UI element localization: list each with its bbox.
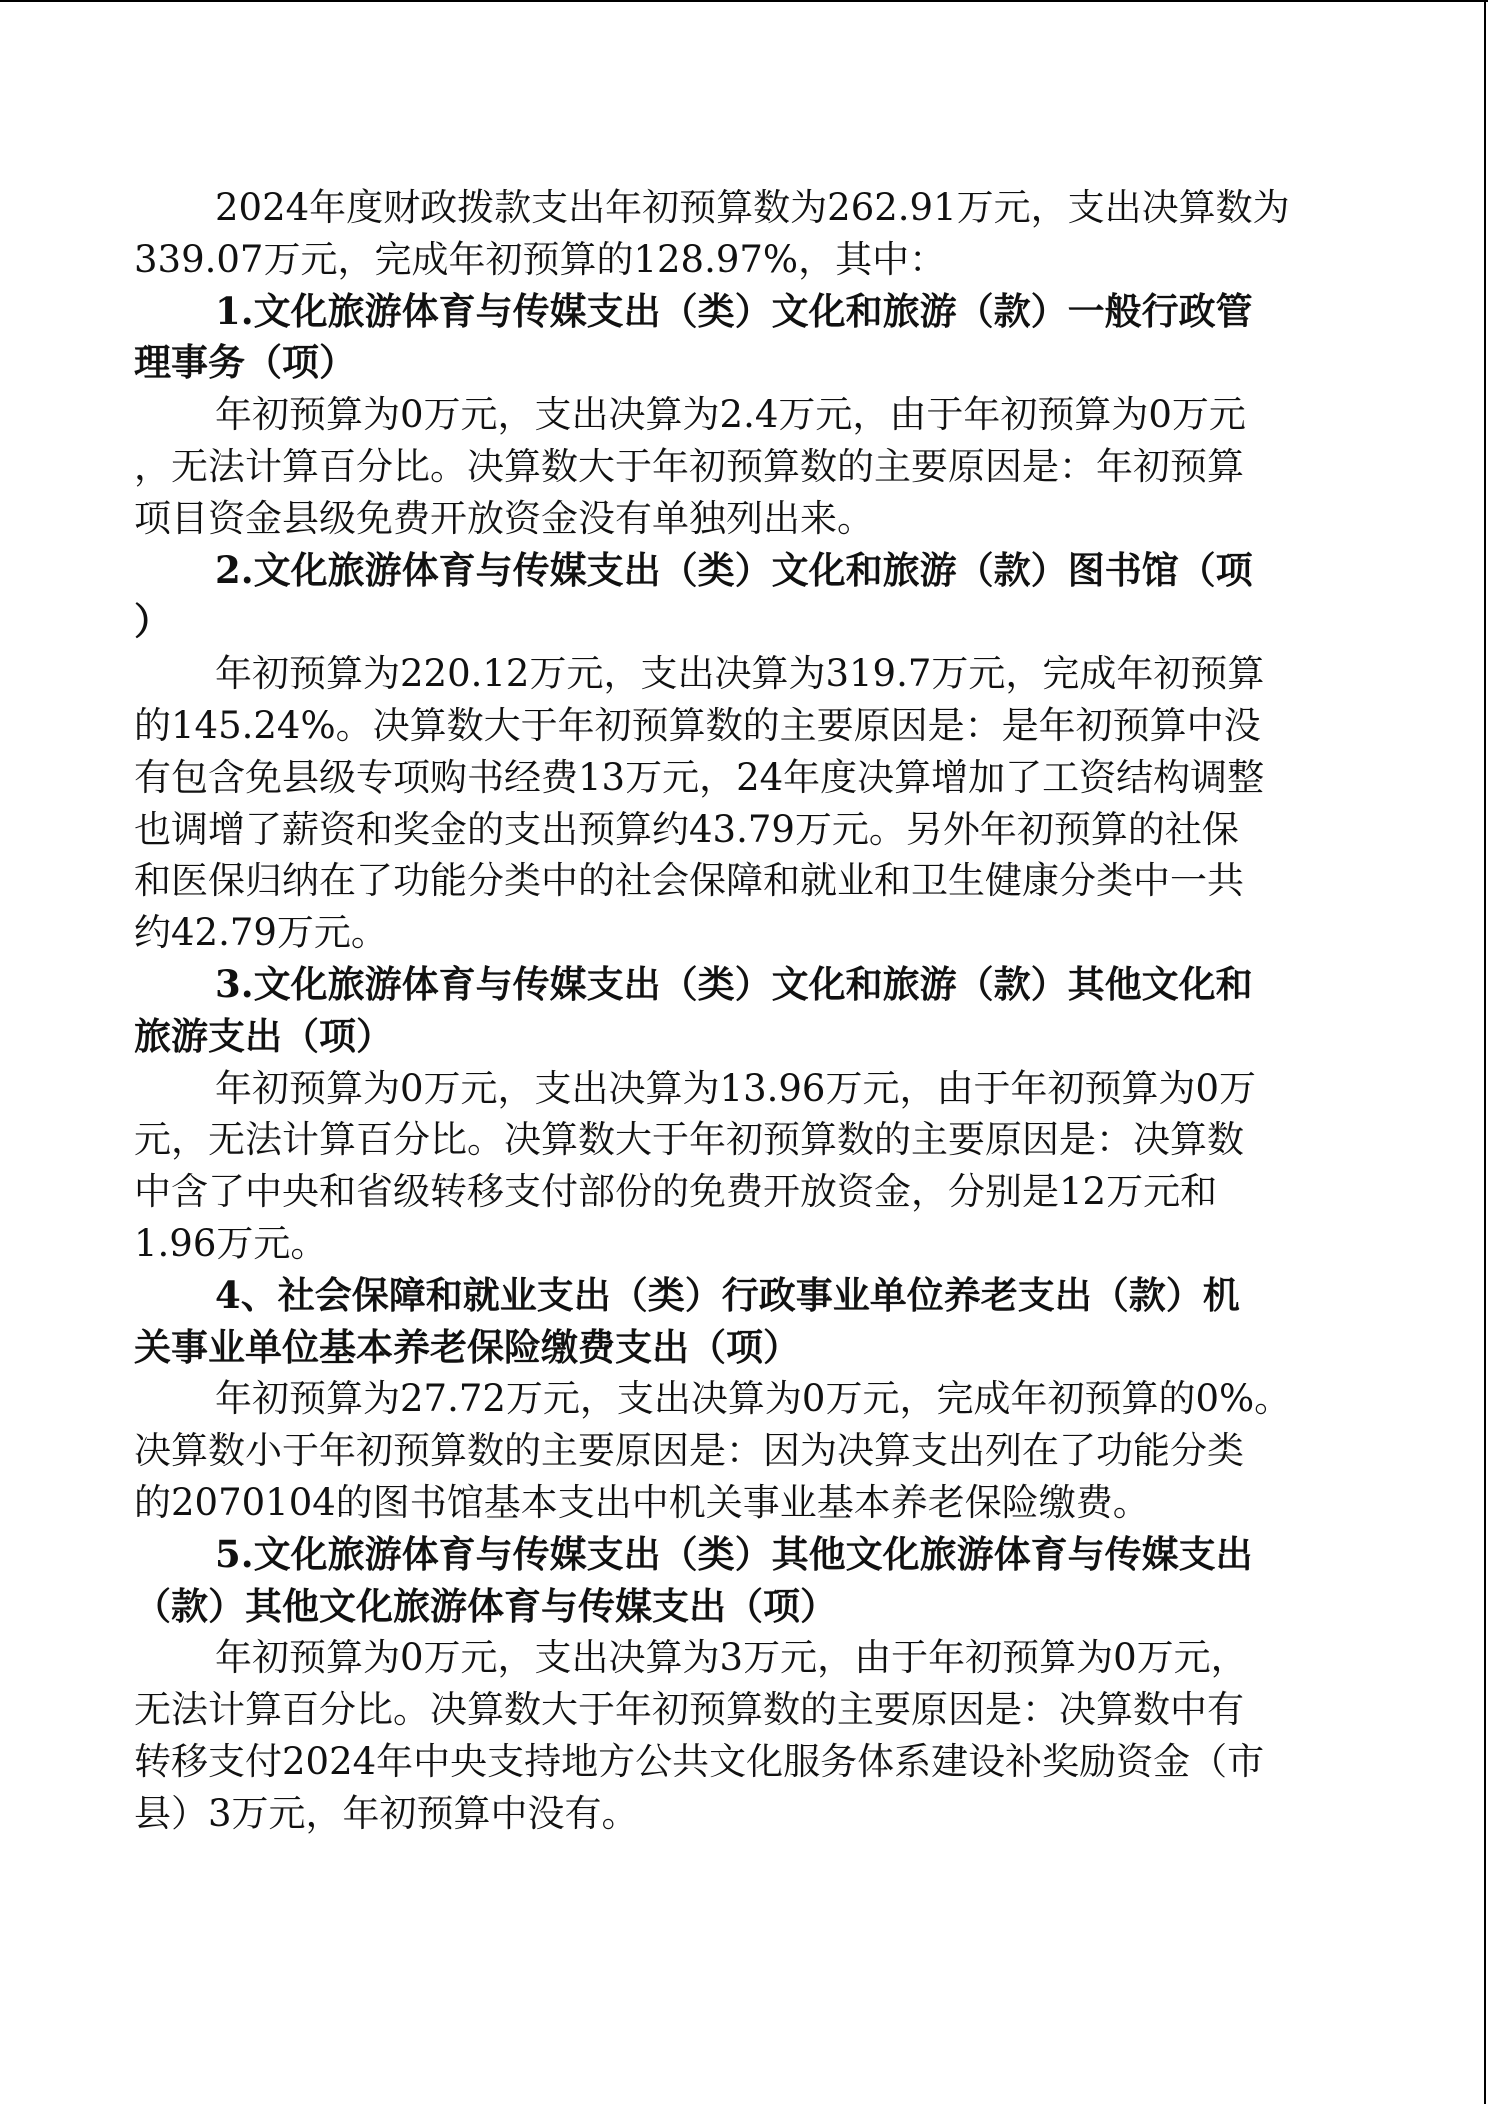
section-heading-line: 1.文化旅游体育与传媒支出（类）文化和旅游（款）一般行政管 (215, 288, 1253, 333)
section-body-line: 中含了中央和省级转移支付部份的免费开放资金，分别是12万元和 (134, 1170, 1218, 1214)
section-body-line: 无法计算百分比。决算数大于年初预算数的主要原因是：决算数中有 (134, 1688, 1244, 1732)
section-heading-line: 旅游支出（项） (134, 1013, 393, 1058)
section-body-line: 年初预算为0万元，支出决算为3万元，由于年初预算为0万元， (215, 1636, 1248, 1680)
section-body-line: 县）3万元，年初预算中没有。 (134, 1791, 639, 1835)
section-heading-line: 5.文化旅游体育与传媒支出（类）其他文化旅游体育与传媒支出 (215, 1531, 1253, 1576)
section-body-line: 有包含免县级专项购书经费13万元，24年度决算增加了工资结构调整 (134, 755, 1265, 799)
section-heading-line: 2.文化旅游体育与传媒支出（类）文化和旅游（款）图书馆（项 (215, 547, 1253, 592)
intro-line: 339.07万元，完成年初预算的128.97%，其中： (134, 237, 947, 281)
section-heading-line: ） (134, 599, 171, 644)
section-heading-line: 理事务（项） (134, 340, 356, 385)
section-heading-line: 关事业单位基本养老保险缴费支出（项） (134, 1324, 800, 1369)
section-body-line: 转移支付2024年中央支持地方公共文化服务体系建设补奖励资金（市 (134, 1739, 1265, 1783)
section-body-line: 元，无法计算百分比。决算数大于年初预算数的主要原因是：决算数 (134, 1118, 1244, 1162)
section-body-line: 决算数小于年初预算数的主要原因是：因为决算支出列在了功能分类 (134, 1429, 1244, 1473)
section-body-line: 1.96万元。 (134, 1221, 328, 1265)
section-body-line: 约42.79万元。 (134, 911, 388, 955)
page-border-right (1484, 0, 1486, 2104)
section-body-line: 年初预算为27.72万元，支出决算为0万元，完成年初预算的0%。 (215, 1377, 1292, 1421)
page-border-top (0, 0, 1488, 2)
section-heading-line: 3.文化旅游体育与传媒支出（类）文化和旅游（款）其他文化和 (215, 961, 1253, 1006)
section-body-line: 年初预算为0万元，支出决算为2.4万元，由于年初预算为0万元 (215, 393, 1246, 437)
section-body-line: ，无法计算百分比。决算数大于年初预算数的主要原因是：年初预算 (134, 444, 1244, 488)
intro-line: 2024年度财政拨款支出年初预算数为262.91万元，支出决算数为 (215, 186, 1290, 229)
section-body-line: 年初预算为0万元，支出决算为13.96万元，由于年初预算为0万 (215, 1066, 1257, 1110)
section-body-line: 和医保归纳在了功能分类中的社会保障和就业和卫生健康分类中一共 (134, 859, 1244, 903)
section-body-line: 的2070104的图书馆基本支出中机关事业基本养老保险缴费。 (134, 1480, 1150, 1524)
section-body-line: 年初预算为220.12万元，支出决算为319.7万元，完成年初预算 (215, 652, 1265, 696)
section-heading-line: （款）其他文化旅游体育与传媒支出（项） (134, 1583, 837, 1628)
section-body-line: 项目资金县级免费开放资金没有单独列出来。 (134, 496, 874, 540)
section-heading-line: 4、社会保障和就业支出（类）行政事业单位养老支出（款）机 (215, 1272, 1240, 1317)
document-body (134, 182, 1344, 1840)
section-body-line: 的145.24%。决算数大于年初预算数的主要原因是：是年初预算中没 (134, 703, 1261, 747)
section-body-line: 也调增了薪资和奖金的支出预算约43.79万元。另外年初预算的社保 (134, 807, 1239, 851)
